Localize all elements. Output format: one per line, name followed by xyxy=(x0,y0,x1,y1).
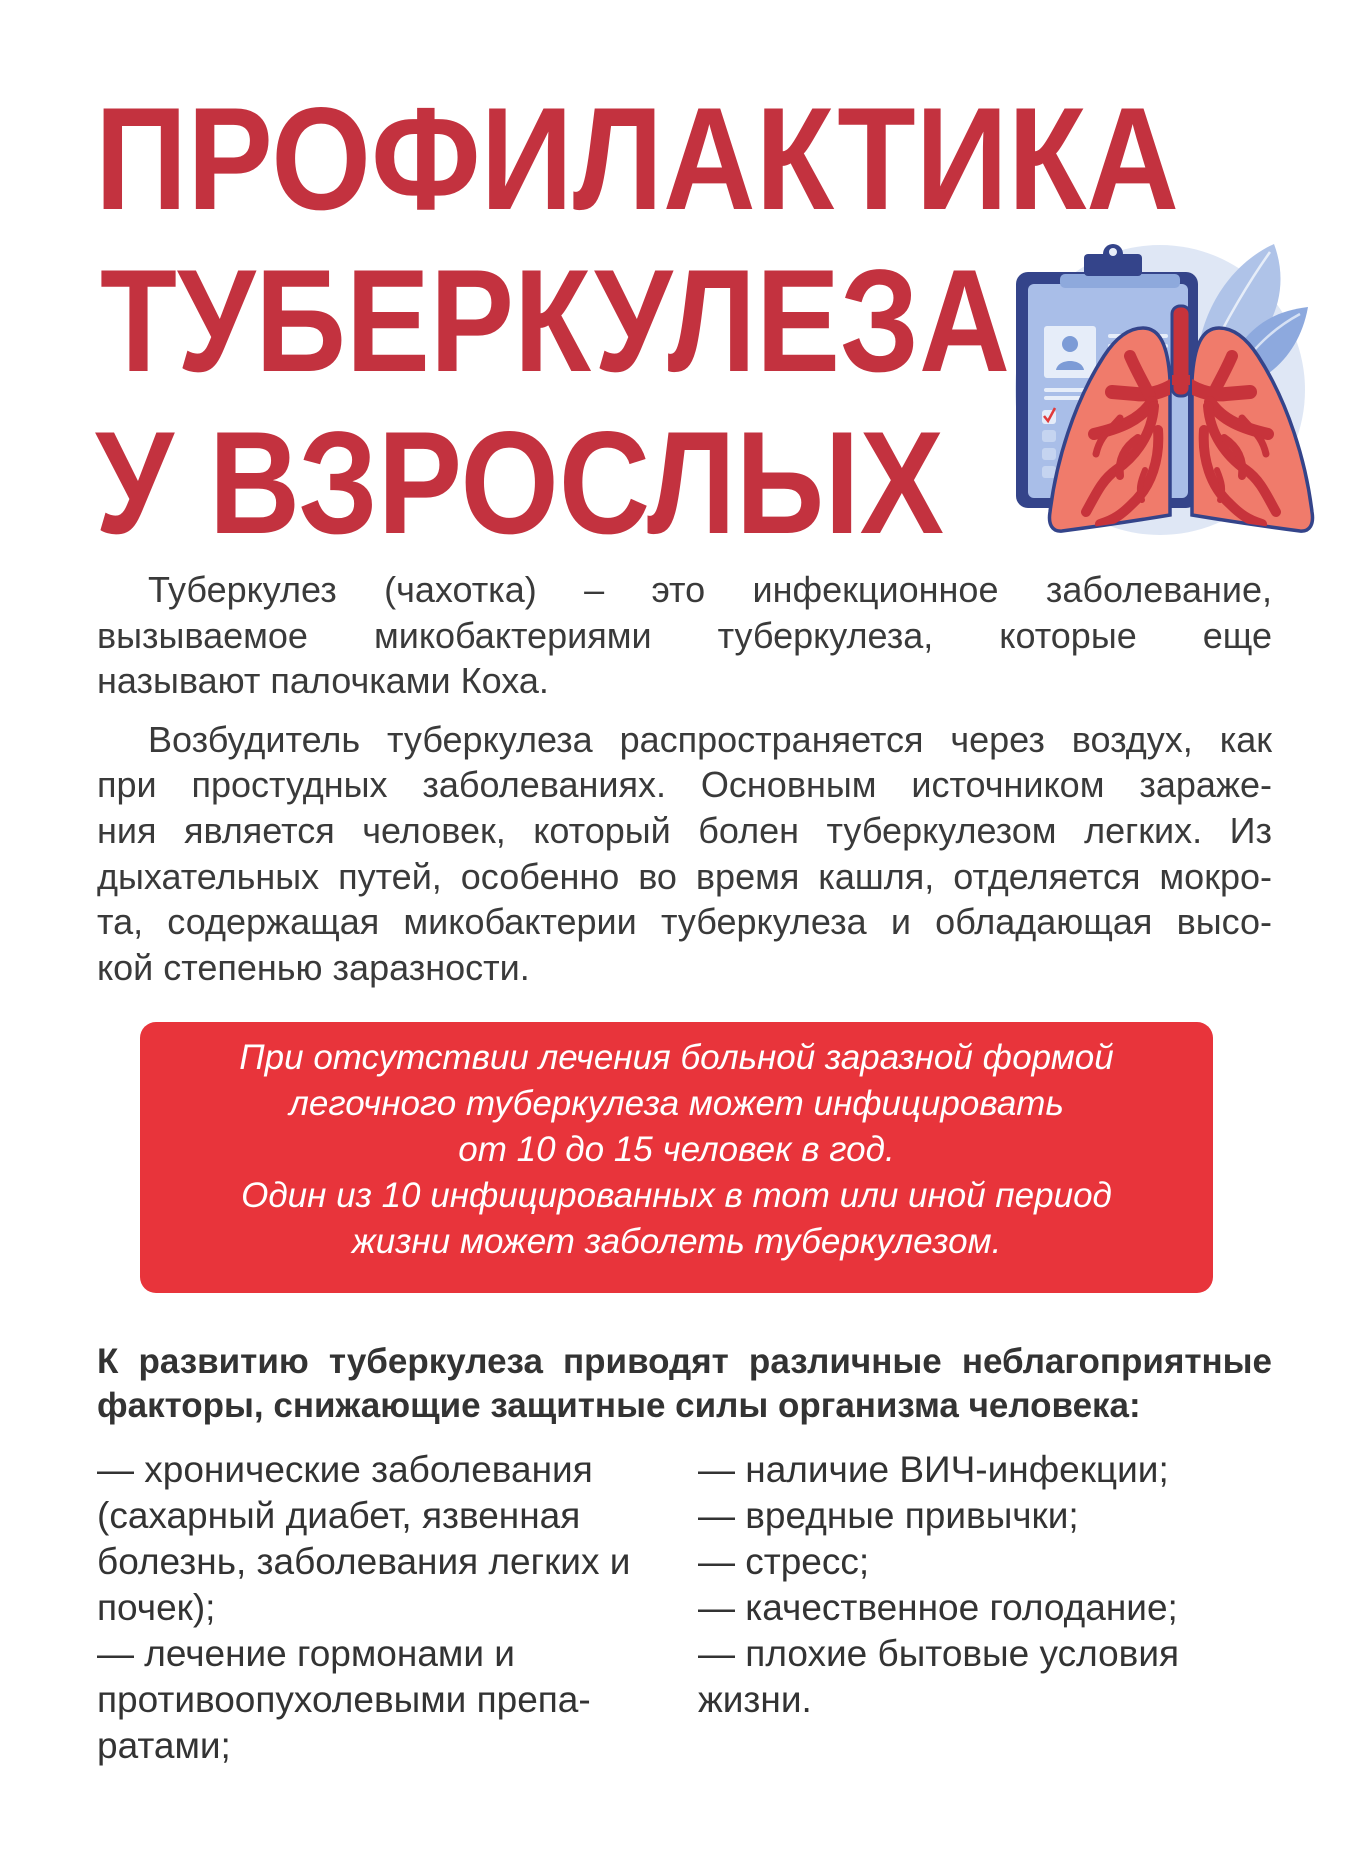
list-item-line: — наличие ВИЧ-инфекции; xyxy=(698,1449,1169,1490)
callout-line: жизни может заболеть туберкулезом. xyxy=(351,1222,1002,1261)
intro-text xyxy=(97,567,1272,990)
paragraph-line: вызываемое микобактериями туберкулеза, которые еще xyxy=(97,614,1272,656)
factors-list-right xyxy=(698,1447,1278,1723)
list-item-line: болезнь, заболевания легких и xyxy=(97,1541,631,1582)
list-item-line: — качественное голодание; xyxy=(698,1587,1178,1628)
warning-callout xyxy=(140,1022,1213,1293)
title-line-2: ТУБЕРКУЛЕЗА xyxy=(100,239,1010,402)
factors-list-left xyxy=(97,1447,677,1769)
factors-heading xyxy=(97,1340,1272,1428)
person-icon xyxy=(1044,326,1096,378)
intro-paragraph-2 xyxy=(97,717,1272,991)
lungs-clipboard-illustration xyxy=(1000,230,1320,550)
paragraph-line: та, содержащая микобактерии туберкулеза и обладающая высо- xyxy=(97,901,1272,943)
list-item-line: — плохие бытовые условия xyxy=(698,1633,1180,1674)
list-item xyxy=(97,1447,677,1631)
title-line-1: ПРОФИЛАКТИКА xyxy=(95,77,1179,240)
callout-line: При отсутствии лечения больной заразной формой xyxy=(239,1038,1114,1077)
list-item-line: ратами; xyxy=(97,1725,231,1766)
intro-paragraph-1 xyxy=(97,567,1272,704)
list-item-line: почек); xyxy=(97,1587,216,1628)
heading-line: факторы, снижающие защитные силы организма человека: xyxy=(97,1386,1141,1425)
callout-line: легочного туберкулеза может инфицировать xyxy=(289,1084,1064,1123)
list-item xyxy=(698,1447,1278,1493)
paragraph-line: кой степенью заразности. xyxy=(97,946,530,988)
list-item-line: — хронические заболевания xyxy=(97,1449,593,1490)
heading-line: К развитию туберкулеза приводят различные неблагоприятные xyxy=(97,1342,1272,1381)
list-item xyxy=(698,1585,1278,1631)
paragraph-line: называют палочками Коха. xyxy=(97,660,549,702)
list-item xyxy=(698,1493,1278,1539)
paragraph-line: Возбудитель туберкулеза распространяется через воздух, как xyxy=(148,718,1272,760)
list-item-line: жизни. xyxy=(698,1679,812,1720)
paragraph-line: ния является человек, который болен туберкулезом легких. Из xyxy=(97,809,1272,851)
list-item-line: — вредные привычки; xyxy=(698,1495,1079,1536)
list-item-line: — лечение гормонами и xyxy=(97,1633,515,1674)
paragraph-line: Туберкулез (чахотка) – это инфекционное заболевание, xyxy=(148,569,1272,610)
list-item xyxy=(698,1631,1278,1723)
list-item xyxy=(97,1631,677,1769)
callout-line: Один из 10 инфицированных в тот или иной период xyxy=(241,1176,1112,1215)
list-item-line: противоопухолевыми препа- xyxy=(97,1679,591,1720)
list-item-line: — стресс; xyxy=(698,1541,870,1582)
callout-line: от 10 до 15 человек в год. xyxy=(458,1130,895,1169)
list-item xyxy=(698,1539,1278,1585)
list-item-line: (сахарный диабет, язвенная xyxy=(97,1495,581,1536)
paragraph-line: дыхательных путей, особенно во время кашля, отделяется мокро- xyxy=(97,855,1272,897)
paragraph-line: при простудных заболеваниях. Основным источником зараже- xyxy=(97,764,1272,806)
title-line-3: У ВЗРОСЛЫХ xyxy=(95,401,944,560)
